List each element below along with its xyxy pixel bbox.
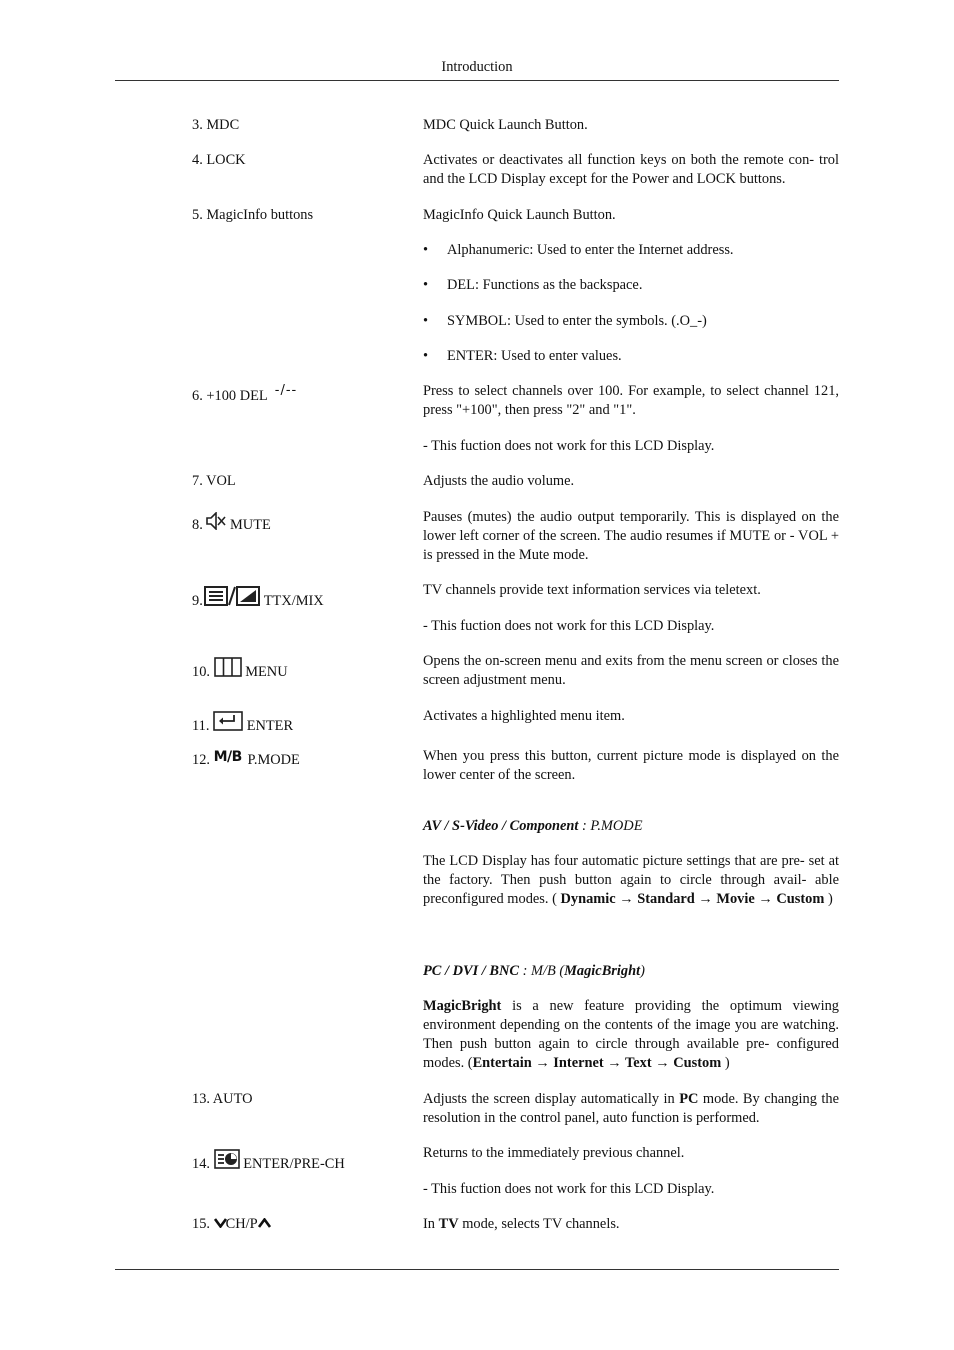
item-label-mute-row xyxy=(192,512,271,535)
item-desc-pmode: When you press this button, current picture mode is displayed on the lower center of the screen. xyxy=(423,748,839,783)
av-mode-text xyxy=(423,852,839,909)
av-mode-heading xyxy=(423,817,839,836)
av-heading-sources: AV / S-Video / Component xyxy=(423,818,579,834)
header-rule xyxy=(115,80,839,81)
item-number: 11. xyxy=(192,718,210,734)
pre-channel-icon xyxy=(214,1149,240,1169)
item-desc-prech: Returns to the immediately previous channel. xyxy=(423,1145,685,1161)
pc-mode-heading xyxy=(423,962,839,981)
ch-desc-pre: In xyxy=(423,1216,439,1232)
item-number: 12. xyxy=(192,752,210,768)
item-label: CH/P xyxy=(225,1216,258,1232)
magicbright-name: MagicBright xyxy=(423,998,502,1014)
item-label-mdc: 3. MDC xyxy=(192,117,240,133)
magicbright-close: ) xyxy=(724,1055,730,1071)
pc-heading-end: ) xyxy=(640,963,645,979)
av-close: ) xyxy=(827,891,833,907)
footer-rule xyxy=(115,1269,839,1270)
item-desc-mute: Pauses (mutes) the audio output temporarily. This is displayed on the lower left corner of the screen. The audio resumes if MUTE or - VOL + is pressed in the Mute mode. xyxy=(423,509,839,563)
item-desc-auto xyxy=(423,1090,839,1128)
ch-desc-post: mode, selects TV channels. xyxy=(458,1216,620,1232)
bullet-text: DEL: Functions as the backspace. xyxy=(447,277,643,293)
item-number: 14. xyxy=(192,1156,210,1172)
menu-icon xyxy=(214,657,242,677)
chevron-up-icon xyxy=(258,1218,271,1228)
item-number: 15. xyxy=(192,1216,210,1232)
item-label: TTX/MIX xyxy=(263,593,324,609)
bullet-mark: • xyxy=(423,348,429,364)
mb-icon: M/B xyxy=(213,749,242,765)
item-number: 9. xyxy=(192,593,203,609)
item-label-pmode-row xyxy=(192,751,300,770)
pc-heading-sources: PC / DVI / BNC xyxy=(423,963,519,979)
item-desc-magicinfo: MagicInfo Quick Launch Button. xyxy=(423,207,616,223)
item-label-lock: 4. LOCK xyxy=(192,152,246,168)
pc-heading-mid: : M/B ( xyxy=(518,963,565,979)
item-label-ttx-row xyxy=(192,586,324,611)
item-desc-del100: Press to select channels over 100. For example, to select channel 121, press "+100", then press "2" and "1". xyxy=(423,383,839,418)
item-desc-ch xyxy=(423,1215,839,1234)
item-label-auto: 13. AUTO xyxy=(192,1091,253,1107)
item-note-ttx: - This fuction does not work for this LCD Display. xyxy=(423,618,715,634)
page-header-title: Introduction xyxy=(441,59,513,75)
av-modes: Dynamic → Standard → Movie → Custom xyxy=(560,891,825,907)
bullet-mark: • xyxy=(423,242,429,258)
magicbright-body: is a new feature providing the optimum viewing environment depending on the contents of the image you are watching. Then push button again to circle through available pre- configured modes. ( xyxy=(423,998,839,1071)
bullet-text: ENTER: Used to enter values. xyxy=(447,348,622,364)
item-desc-vol: Adjusts the audio volume. xyxy=(423,473,575,489)
mute-icon xyxy=(206,512,226,530)
item-label: ENTER/PRE-CH xyxy=(243,1156,345,1172)
item-label-enter-row xyxy=(192,711,293,736)
bullet-text: Alphanumeric: Used to enter the Internet address. xyxy=(447,242,734,258)
bullet-text: SYMBOL: Used to enter the symbols. (.O_-) xyxy=(447,313,707,329)
magicbright-modes: Entertain → Internet → Text → Custom xyxy=(472,1055,722,1071)
bullet-mark: • xyxy=(423,277,429,293)
item-desc-mdc: MDC Quick Launch Button. xyxy=(423,117,588,133)
item-desc-lock: Activates or deactivates all function keys on both the remote con- trol and the LCD Display except for the Power and LOCK buttons. xyxy=(423,152,839,187)
item-desc-enter: Activates a highlighted menu item. xyxy=(423,708,625,724)
av-text: The LCD Display has four automatic picture settings that are pre- set at the factory. Then push button again to circle through avail- able preconfigured modes. ( xyxy=(423,853,839,907)
dash-dash-icon: -/-- xyxy=(274,383,298,398)
item-label-del100: 6. +100 DEL xyxy=(192,388,268,404)
item-number: 8. xyxy=(192,517,203,533)
item-label-ch-row xyxy=(192,1215,271,1234)
item-note-prech: - This fuction does not work for this LCD Display. xyxy=(423,1181,715,1197)
item-label: MENU xyxy=(245,664,288,680)
item-label: P.MODE xyxy=(247,752,300,768)
item-label: MUTE xyxy=(230,517,271,533)
item-desc-ttx: TV channels provide text information services via teletext. xyxy=(423,582,761,598)
magicbright-text xyxy=(423,997,839,1073)
bullet-mark: • xyxy=(423,313,429,329)
item-label-prech-row xyxy=(192,1149,345,1174)
item-desc-menu: Opens the on-screen menu and exits from the menu screen or closes the screen adjustment menu. xyxy=(423,653,839,688)
av-heading-rest: : P.MODE xyxy=(578,818,643,834)
item-label-menu-row xyxy=(192,657,288,682)
item-note-del100: - This fuction does not work for this LCD Display. xyxy=(423,438,715,454)
item-label-magicinfo: 5. MagicInfo buttons xyxy=(192,207,314,223)
item-label: ENTER xyxy=(246,718,294,734)
enter-icon xyxy=(213,711,243,731)
auto-desc-bold: PC xyxy=(679,1091,699,1107)
item-label-del100-row xyxy=(192,383,298,406)
auto-desc-pre: Adjusts the screen display automatically in xyxy=(423,1091,680,1107)
pc-heading-magicbright: MagicBright xyxy=(564,963,641,979)
teletext-mix-icon xyxy=(204,586,260,606)
item-number: 10. xyxy=(192,664,210,680)
ch-desc-bold: TV xyxy=(438,1216,459,1232)
auto-desc-post: mode. By changing the resolution in the control panel, auto function is performed. xyxy=(423,1091,839,1126)
item-label-vol: 7. VOL xyxy=(192,473,236,489)
